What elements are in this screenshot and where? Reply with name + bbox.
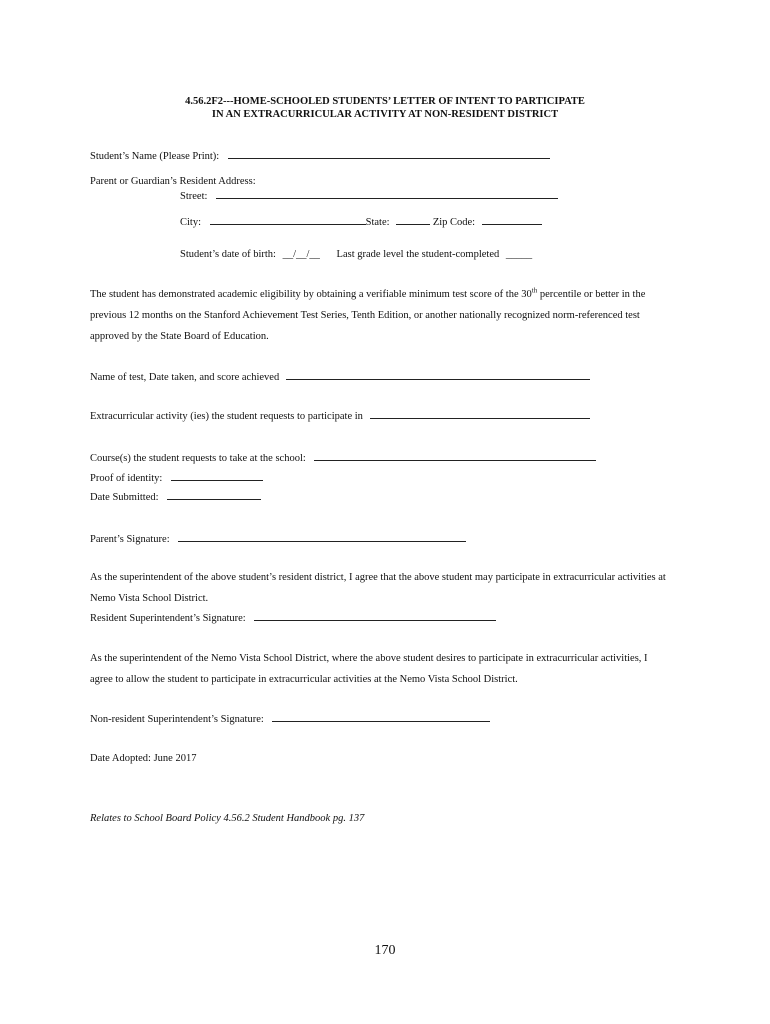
policy-reference: Relates to School Board Policy 4.56.2 Student Handbook pg. 137	[90, 813, 365, 824]
eligibility-paragraph	[90, 284, 680, 347]
student-name-label: Student’s Name (Please Print):	[90, 151, 220, 162]
proof-identity-field[interactable]	[171, 470, 263, 481]
activities-row	[90, 408, 590, 423]
last-grade-field[interactable]: _____	[505, 249, 533, 260]
zip-label: Zip Code:	[432, 217, 476, 228]
activities-label: Extracurricular activity (ies) the student requests to participate in	[90, 411, 363, 422]
eligibility-superscript: th	[531, 286, 538, 295]
resident-signature-row	[90, 610, 496, 625]
student-name-field[interactable]	[228, 148, 550, 159]
date-adopted: Date Adopted: June 2017	[90, 753, 197, 764]
street-row	[180, 188, 558, 203]
date-submitted-field[interactable]	[167, 489, 261, 500]
state-field[interactable]	[396, 214, 430, 225]
courses-label: Course(s) the student requests to take at the school:	[90, 453, 306, 464]
dob-field[interactable]: __/__/__	[282, 249, 320, 260]
activities-field[interactable]	[370, 408, 590, 419]
dob-label: Student’s date of birth:	[180, 249, 276, 260]
page-number: 170	[374, 943, 396, 958]
date-submitted-label: Date Submitted:	[90, 492, 159, 503]
nonresident-signature-row	[90, 711, 490, 726]
parent-signature-field[interactable]	[178, 531, 466, 542]
test-info-row	[90, 369, 590, 384]
proof-identity-label: Proof of identity:	[90, 473, 163, 484]
city-state-zip-row	[180, 214, 542, 229]
form-title-line1: 4.56.2F2---HOME-SCHOOLED STUDENTS’ LETTER OF INTENT TO PARTICIPATE	[185, 96, 585, 107]
nonresident-statement: As the superintendent of the Nemo Vista School District, where the above student desires to participate in extracurricular activities, I agree to allow the student to participate in extracurricular activities at the Nemo Vista School District.	[90, 653, 648, 685]
eligibility-text-part2: percentile or better in the previous 12 months on the Stanford Achievement Test Series, Tenth Edition, or another nationally recognized norm-referenced test approved by the State Board of Education.	[90, 289, 646, 342]
form-title-line2: IN AN EXTRACURRICULAR ACTIVITY AT NON-RESIDENT DISTRICT	[211, 109, 559, 120]
student-name-row	[90, 148, 550, 163]
eligibility-text-part1: The student has demonstrated academic eligibility by obtaining a verifiable minimum test score of the 30	[90, 289, 532, 300]
courses-field[interactable]	[314, 450, 596, 461]
zip-field[interactable]	[482, 214, 542, 225]
parent-signature-row	[90, 531, 466, 546]
city-field[interactable]	[210, 214, 366, 225]
city-label: City:	[180, 217, 202, 228]
nonresident-signature-label: Non-resident Superintendent’s Signature:	[90, 714, 264, 725]
test-info-field[interactable]	[286, 369, 590, 380]
resident-signature-label: Resident Superintendent’s Signature:	[90, 613, 246, 624]
test-info-label: Name of test, Date taken, and score achieved	[90, 372, 280, 383]
street-label: Street:	[180, 191, 208, 202]
proof-identity-row	[90, 470, 263, 485]
resident-statement: As the superintendent of the above student’s resident district, I agree that the above student may participate in extracurricular activities at Nemo Vista School District.	[90, 572, 666, 604]
resident-signature-field[interactable]	[254, 610, 496, 621]
courses-row	[90, 450, 596, 465]
street-field[interactable]	[216, 188, 558, 199]
parent-signature-label: Parent’s Signature:	[90, 534, 170, 545]
dob-row	[180, 248, 532, 261]
nonresident-signature-field[interactable]	[272, 711, 490, 722]
date-submitted-row	[90, 489, 261, 504]
parent-address-label: Parent or Guardian’s Resident Address:	[90, 176, 256, 187]
last-grade-label: Last grade level the student-completed	[336, 249, 500, 260]
state-label: State:	[365, 217, 390, 228]
